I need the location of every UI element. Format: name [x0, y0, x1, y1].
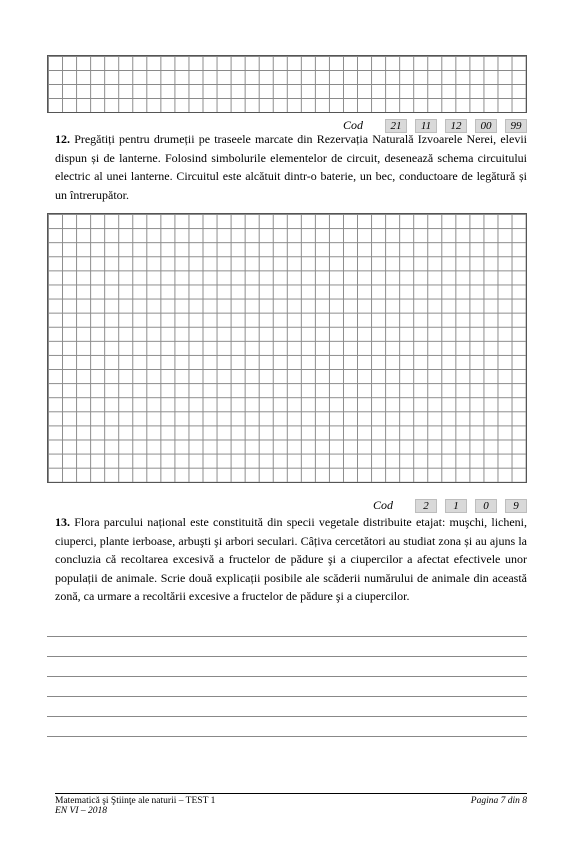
cod-box: 9	[505, 499, 527, 513]
cod-row-mid	[373, 498, 527, 513]
footer-subject: Matematică şi Ştiinţe ale naturii – TEST 1	[55, 796, 216, 806]
cod-box: 00	[475, 119, 497, 133]
question-number: 12.	[55, 132, 70, 146]
cod-box: 21	[385, 119, 407, 133]
footer-exam: EN VI – 2018	[55, 806, 107, 816]
drawing-grid-circuit[interactable]	[47, 213, 527, 483]
answer-line[interactable]	[47, 716, 527, 717]
page-number: Pagina 7 din 8	[470, 796, 527, 806]
answer-grid-top[interactable]	[47, 55, 527, 113]
cod-box: 11	[415, 119, 437, 133]
question-text: Pregătiți pentru drumeții pe traseele marcate din Rezervația Naturală Izvoarele Nerei, elevii dispun și de lanterne. Folosind simbolurile elementelor de circuit, desenează schema circuitului electric al unei lanterne. Circuitul este alcătuit dintr-o baterie, un bec, conductoare de legătură și un întrerupător.	[55, 132, 528, 202]
answer-line[interactable]	[47, 736, 527, 737]
question-13	[55, 513, 527, 606]
cod-label: Cod	[342, 118, 363, 132]
footer-rule	[55, 793, 527, 794]
cod-box: 2	[415, 499, 437, 513]
answer-line[interactable]	[47, 676, 527, 677]
question-text: Flora parcului național este constituită din specii vegetale distribuite etajat: muşchi, licheni, ciuperci, plante ierboase, arbuşti şi arbori seculari. Câțiva cercetători au studiat zona și au ajuns la concluzia că recoltarea excesivă a fructelor de pădure şi a ciupercilor a afectat efectivele unor populații de animale. Scrie două explicații posibile ale scăderii numărului de animale din această zonă, ca urmare a recoltării excesive a fructelor de pădure şi a ciupercilor.	[55, 515, 528, 603]
cod-box: 99	[505, 119, 527, 133]
cod-box: 1	[445, 499, 467, 513]
answer-line[interactable]	[47, 696, 527, 697]
question-12	[55, 130, 527, 204]
answer-line[interactable]	[47, 656, 527, 657]
answer-line[interactable]	[47, 636, 527, 637]
cod-label: Cod	[372, 498, 393, 512]
question-number: 13.	[55, 515, 70, 529]
cod-box: 0	[475, 499, 497, 513]
footer-left	[55, 796, 215, 816]
cod-box: 12	[445, 119, 467, 133]
